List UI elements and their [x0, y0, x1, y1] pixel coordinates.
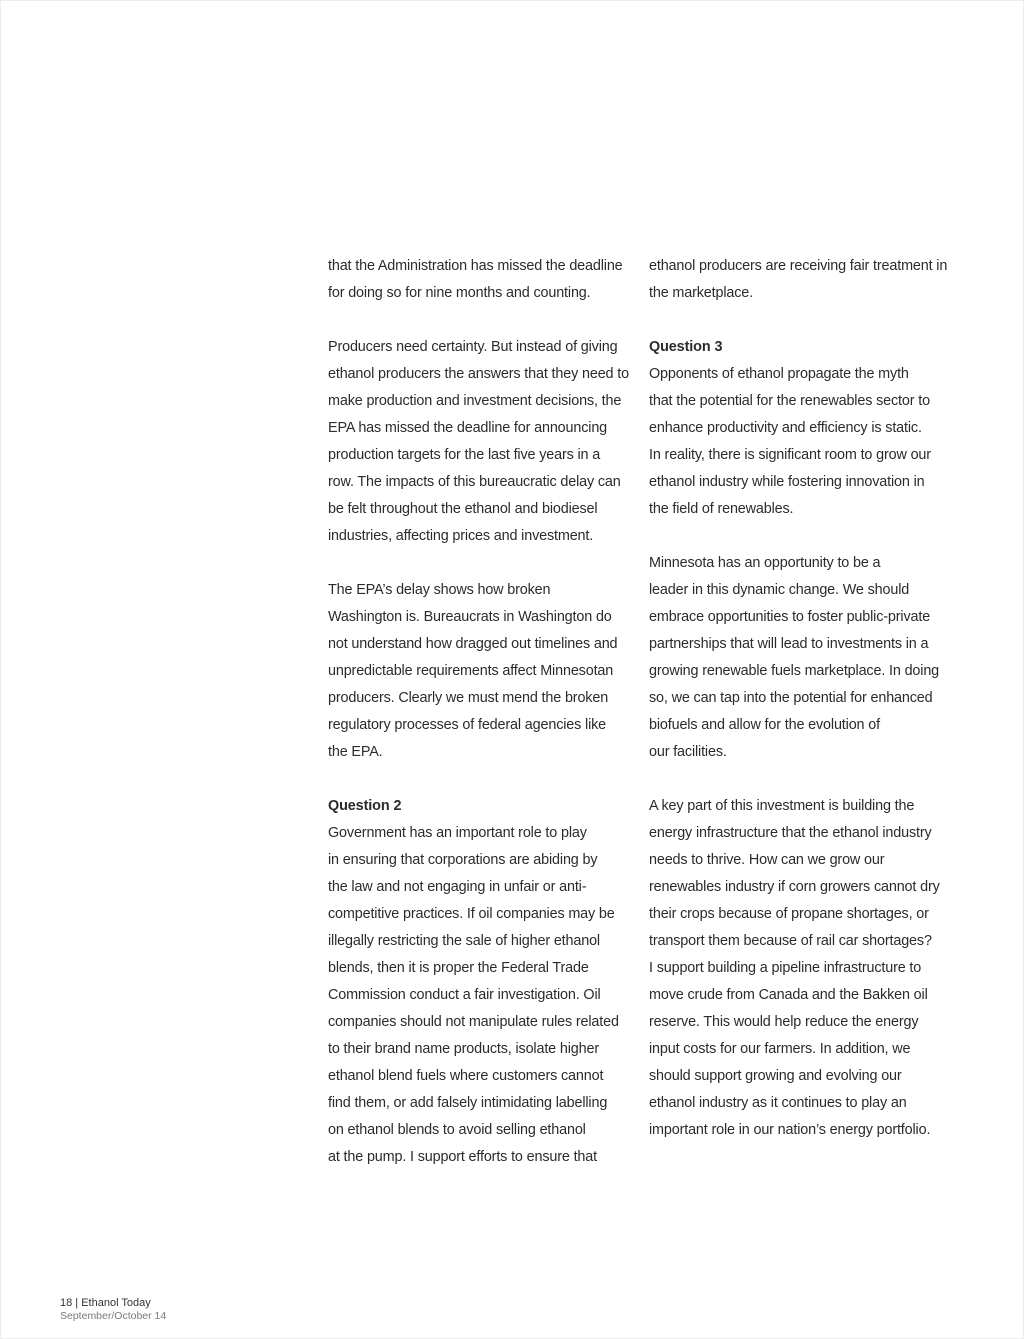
- right-para-4: [649, 793, 941, 1144]
- text-line: in ensuring that corporations are abiding by: [328, 852, 598, 868]
- text-line: transport them because of rail car shortages?: [649, 933, 932, 949]
- text-line: biofuels and allow for the evolution of: [649, 717, 880, 733]
- text-line: our facilities.: [649, 744, 727, 760]
- text-line: find them, or add falsely intimidating labelling: [328, 1095, 608, 1111]
- text-line: ethanol producers are receiving fair treatment in: [649, 258, 948, 274]
- text-line: growing renewable fuels marketplace. In doing: [649, 663, 940, 679]
- text-line: ethanol industry as it continues to play an: [649, 1095, 907, 1111]
- text-line: competitive practices. If oil companies may be: [328, 906, 615, 922]
- text-line: ethanol producers the answers that they need to: [328, 366, 629, 382]
- text-line: needs to thrive. How can we grow our: [649, 852, 885, 868]
- text-line: Opponents of ethanol propagate the myth: [649, 366, 909, 382]
- text-line: EPA has missed the deadline for announcing: [328, 420, 608, 436]
- text-line: so, we can tap into the potential for enhanced: [649, 690, 933, 706]
- text-line: The EPA’s delay shows how broken: [328, 582, 551, 598]
- text-line: unpredictable requirements affect Minnesotan: [328, 663, 614, 679]
- text-line: In reality, there is significant room to grow our: [649, 447, 931, 463]
- text-line: A key part of this investment is building the: [649, 798, 915, 814]
- text-line: industries, affecting prices and investment.: [328, 528, 594, 544]
- text-line: ethanol blend fuels where customers cannot: [328, 1068, 604, 1084]
- text-line: embrace opportunities to foster public-private: [649, 609, 931, 625]
- text-line: for doing so for nine months and counting.: [328, 285, 591, 301]
- text-line: companies should not manipulate rules related: [328, 1014, 619, 1030]
- text-line: illegally restricting the sale of higher ethanol: [328, 933, 600, 949]
- text-line: the field of renewables.: [649, 501, 794, 517]
- left-column: [328, 253, 629, 1171]
- text-line: at the pump. I support efforts to ensure that: [328, 1149, 597, 1165]
- text-line: regulatory processes of federal agencies like: [328, 717, 607, 733]
- text-line: the law and not engaging in unfair or anti-: [328, 879, 587, 895]
- text-line: reserve. This would help reduce the energy: [649, 1014, 919, 1030]
- question-3-heading: Question 3: [649, 339, 723, 355]
- text-line: their crops because of propane shortages, or: [649, 906, 929, 922]
- text-line: production targets for the last five years in a: [328, 447, 601, 463]
- left-para-4: [328, 820, 620, 1171]
- text-line: Government has an important role to play: [328, 825, 587, 841]
- text-line: on ethanol blends to avoid selling ethanol: [328, 1122, 586, 1138]
- text-line: be felt throughout the ethanol and biodiesel: [328, 501, 598, 517]
- text-line: producers. Clearly we must mend the broken: [328, 690, 609, 706]
- text-line: not understand how dragged out timelines and: [328, 636, 618, 652]
- right-para-1: [649, 253, 948, 307]
- left-para-2: [328, 334, 629, 550]
- text-line: energy infrastructure that the ethanol industry: [649, 825, 932, 841]
- text-line: Washington is. Bureaucrats in Washington do: [328, 609, 612, 625]
- footer-issue-date: September/October 14: [60, 1310, 167, 1322]
- text-line: important role in our nation’s energy portfolio.: [649, 1122, 931, 1138]
- text-line: that the potential for the renewables sector to: [649, 393, 930, 409]
- text-line: the EPA.: [328, 744, 383, 760]
- text-line: Minnesota has an opportunity to be a: [649, 555, 881, 571]
- text-line: Producers need certainty. But instead of giving: [328, 339, 618, 355]
- right-para-2: [649, 361, 941, 523]
- text-line: make production and investment decisions, the: [328, 393, 622, 409]
- text-line: leader in this dynamic change. We should: [649, 582, 910, 598]
- text-line: should support growing and evolving our: [649, 1068, 902, 1084]
- text-line: row. The impacts of this bureaucratic delay can: [328, 474, 621, 490]
- right-column: [649, 253, 948, 1144]
- text-line: enhance productivity and efficiency is static.: [649, 420, 922, 436]
- text-line: partnerships that will lead to investments in a: [649, 636, 929, 652]
- right-para-3: [649, 550, 941, 766]
- question-2-heading: Question 2: [328, 798, 402, 814]
- text-line: input costs for our farmers. In addition, we: [649, 1041, 911, 1057]
- text-line: ethanol industry while fostering innovation in: [649, 474, 925, 490]
- page-footer: [60, 1297, 166, 1323]
- left-para-3: [328, 577, 620, 766]
- text-line: the marketplace.: [649, 285, 753, 301]
- text-line: that the Administration has missed the deadline: [328, 258, 623, 274]
- text-line: move crude from Canada and the Bakken oil: [649, 987, 928, 1003]
- footer-page-label: 18 | Ethanol Today: [60, 1297, 151, 1309]
- left-para-1: [328, 253, 623, 307]
- text-line: Commission conduct a fair investigation. Oil: [328, 987, 601, 1003]
- text-line: I support building a pipeline infrastructure to: [649, 960, 922, 976]
- text-line: blends, then it is proper the Federal Trade: [328, 960, 589, 976]
- text-line: to their brand name products, isolate higher: [328, 1041, 599, 1057]
- text-line: renewables industry if corn growers cannot dry: [649, 879, 940, 895]
